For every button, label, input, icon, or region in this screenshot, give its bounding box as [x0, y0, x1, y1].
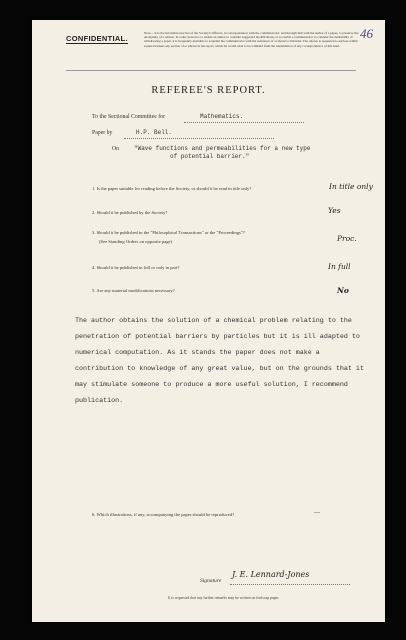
committee-label: To the Sectional Committee for [92, 114, 166, 120]
on-label: On [112, 146, 120, 152]
confidentiality-note: Note.—It is the invariable practice of the Society's Officers, in correspondence with the communicator, and through him with the author of a paper, to preserve the anonymity of a referee. In order, however, to enable an author to consider suggested modifications, or to enable a communicator to consider the desirability of withdrawing a paper, it is frequently desirable to acquaint the communicator with the substance of a referee's criticisms. The referee is requested to enclose within square brackets any section of or phrase in his report, which he would wish to be withheld from the transmission of any correspondence of this kind. [144, 31, 359, 48]
paper-title-line2: of potential barrier." [170, 153, 250, 160]
paper-by-label: Paper by [92, 130, 113, 136]
signature-label: Signature [200, 578, 222, 584]
question-3-subtext: (See Standing Orders on opposite page) [99, 239, 173, 244]
confidential-heading: CONFIDENTIAL. [66, 34, 128, 43]
signature-line [230, 584, 350, 585]
question-6: 6. Which illustrations, if any, accompanying the paper should be reproduced? [92, 512, 235, 517]
answer-3: Proc. [337, 234, 357, 243]
question-4: 4. Should it be published in full or only in part? [92, 265, 180, 270]
question-3: 3. Should it be published in the "Philosophical Transactions" or the "Proceedings"? [92, 230, 245, 235]
paper-by-dotted-line [124, 138, 274, 139]
answer-6: — [314, 510, 320, 516]
question-1: 1. Is the paper suitable for reading before the Society, or should it be read in title only? [92, 186, 252, 191]
folio-number: 46 [360, 26, 373, 41]
signature: J. E. Lennard-Jones [232, 570, 310, 579]
committee-value: Mathematics. [200, 113, 244, 120]
answer-1: In title only [329, 182, 373, 191]
answer-5: No [337, 286, 349, 295]
paper-by-value: H.P. Bell. [136, 129, 173, 136]
header-divider [66, 70, 356, 71]
committee-dotted-line [184, 122, 304, 123]
footer-note: It is requested that any further remarks may be written on foolscap paper. [168, 596, 280, 600]
question-2: 2. Should it be published by the Society? [92, 210, 168, 215]
page-title: REFEREE'S REPORT. [151, 85, 266, 96]
report-text: The author obtains the solution of a chemical problem relating to the penetration of potential barriers by particles but it is ill adapted to numerical computation. As it stands the paper does not make a contribution to knowledge of any great value, but on the grounds that it may stimulate someone to produce a more useful solution, I recommend publication. [75, 317, 364, 405]
question-5: 5. Are any material modifications necessary? [92, 288, 175, 293]
answer-4: In full [328, 262, 351, 271]
answer-2: Yes [328, 206, 341, 215]
referee-report-sheet [32, 20, 385, 622]
paper-title-line1: "Wave functions and permeabilities for a new type [134, 145, 311, 152]
